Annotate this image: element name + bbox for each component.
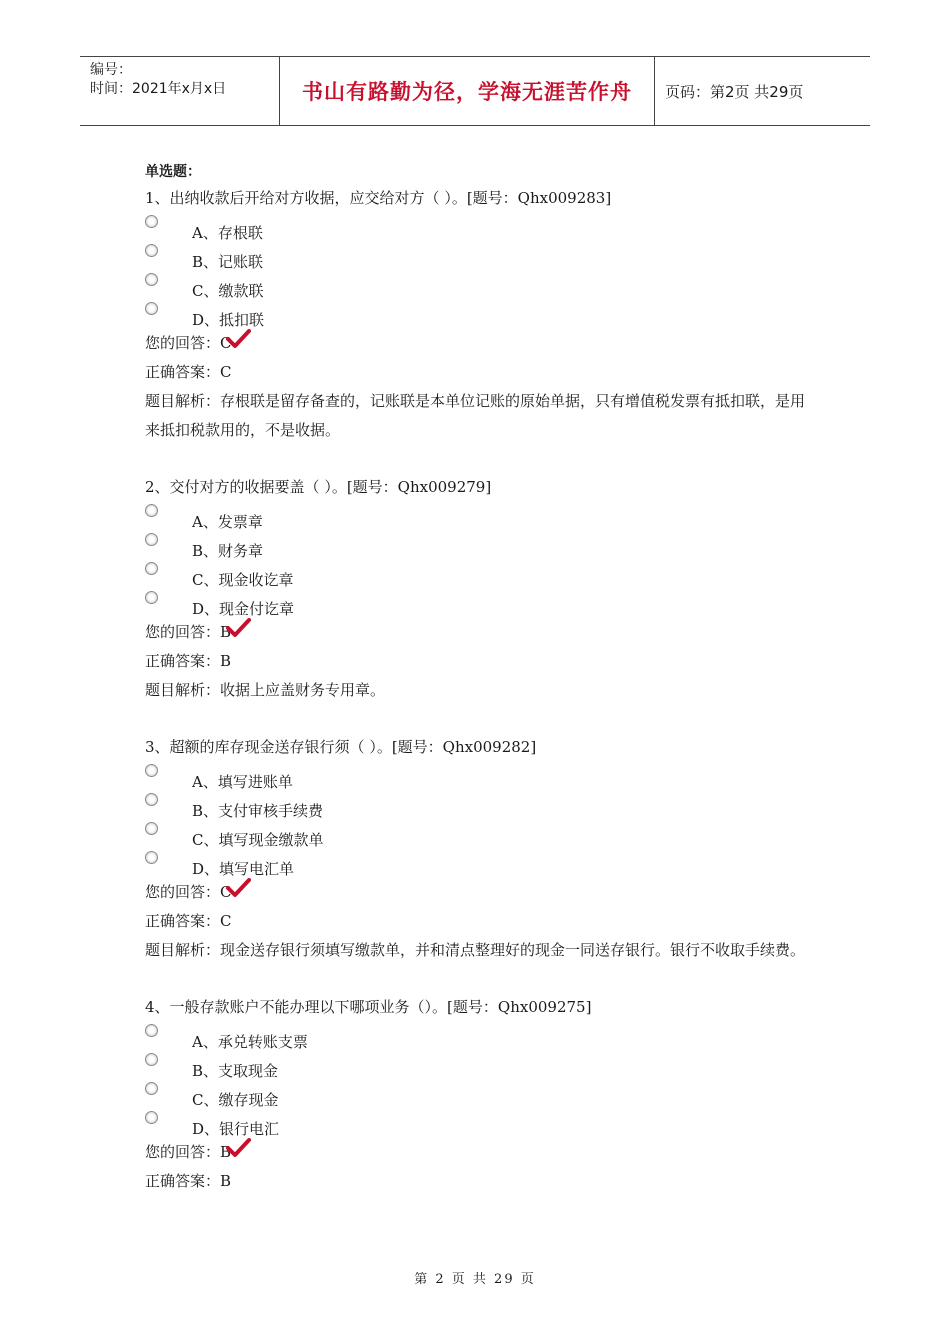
checkmark-icon (225, 1138, 251, 1158)
option-b[interactable] (145, 791, 825, 820)
question-1 (145, 184, 825, 445)
radio-button-icon[interactable] (145, 793, 158, 806)
option-d[interactable] (145, 849, 825, 878)
option-b[interactable] (145, 1051, 825, 1080)
radio-button-icon[interactable] (145, 533, 158, 546)
option-a[interactable] (145, 213, 825, 242)
your-answer-text: 您的回答：C (145, 334, 232, 352)
correct-answer-text: 正确答案：C (145, 363, 232, 381)
option-label: D、填写电汇单 (192, 860, 295, 878)
explanation-text: 题目解析：收据上应盖财务专用章。 (145, 681, 386, 699)
option-label: C、缴存现金 (192, 1091, 279, 1109)
time-label: 时间：2021年x月x日 (90, 81, 227, 97)
option-label: B、财务章 (192, 542, 264, 560)
question-stem: 1、出纳收款后开给对方收据，应交给对方（ ）。[题号：Qhx009283] (145, 189, 612, 207)
option-c[interactable] (145, 560, 825, 589)
radio-button-icon[interactable] (145, 302, 158, 315)
radio-button-icon[interactable] (145, 851, 158, 864)
option-c[interactable] (145, 271, 825, 300)
radio-button-icon[interactable] (145, 1024, 158, 1037)
header-motto: 书山有路勤为径，学海无涯苦作舟 (280, 57, 655, 125)
option-c[interactable] (145, 1080, 825, 1109)
option-d[interactable] (145, 589, 825, 618)
explanation-text: 题目解析：存根联是留存备查的，记账联是本单位记账的原始单据，只有增值税发票有抵扣联，是用来抵扣税款用的，不是收据。 (145, 392, 806, 439)
your-answer-row (145, 1138, 825, 1167)
radio-button-icon[interactable] (145, 1053, 158, 1066)
your-answer-row (145, 618, 825, 647)
your-answer-text: 您的回答：B (145, 623, 232, 641)
radio-button-icon[interactable] (145, 764, 158, 777)
option-label: B、记账联 (192, 253, 264, 271)
option-label: C、现金收讫章 (192, 571, 294, 589)
option-c[interactable] (145, 820, 825, 849)
option-label: D、现金付讫章 (192, 600, 295, 618)
question-stem: 3、超额的库存现金送存银行须（ ）。[题号：Qhx009282] (145, 738, 537, 756)
radio-button-icon[interactable] (145, 504, 158, 517)
option-label: A、存根联 (192, 224, 263, 242)
your-answer-row (145, 329, 825, 358)
page-header (80, 56, 870, 126)
option-d[interactable] (145, 300, 825, 329)
radio-button-icon[interactable] (145, 591, 158, 604)
option-label: A、承兑转账支票 (192, 1033, 308, 1051)
question-stem: 4、一般存款账户不能办理以下哪项业务（）。[题号：Qhx009275] (145, 998, 592, 1016)
radio-button-icon[interactable] (145, 215, 158, 228)
radio-button-icon[interactable] (145, 273, 158, 286)
option-a[interactable] (145, 762, 825, 791)
option-b[interactable] (145, 531, 825, 560)
radio-button-icon[interactable] (145, 1082, 158, 1095)
option-label: B、支取现金 (192, 1062, 279, 1080)
header-page-label: 页码：第2页 共29页 (665, 82, 804, 101)
option-d[interactable] (145, 1109, 825, 1138)
option-a[interactable] (145, 1022, 825, 1051)
option-label: D、抵扣联 (192, 311, 265, 329)
your-answer-row (145, 878, 825, 907)
correct-answer-text: 正确答案：C (145, 912, 232, 930)
radio-button-icon[interactable] (145, 822, 158, 835)
header-meta (80, 57, 280, 125)
number-label: 编号： (90, 62, 132, 78)
option-label: A、发票章 (192, 513, 263, 531)
correct-answer-text: 正确答案：B (145, 1172, 232, 1190)
question-stem: 2、交付对方的收据要盖（ ）。[题号：Qhx009279] (145, 478, 492, 496)
radio-button-icon[interactable] (145, 562, 158, 575)
radio-button-icon[interactable] (145, 1111, 158, 1124)
checkmark-icon (225, 329, 251, 349)
option-label: A、填写进账单 (192, 773, 293, 791)
option-label: C、填写现金缴款单 (192, 831, 324, 849)
radio-button-icon[interactable] (145, 244, 158, 257)
question-4 (145, 993, 825, 1196)
option-b[interactable] (145, 242, 825, 271)
checkmark-icon (225, 878, 251, 898)
question-2 (145, 473, 825, 705)
quiz-content (145, 160, 825, 1196)
page-footer: 第 2 页 共 29 页 (414, 1272, 536, 1287)
question-3 (145, 733, 825, 965)
your-answer-text: 您的回答：B (145, 1143, 232, 1161)
option-label: C、缴款联 (192, 282, 264, 300)
section-title: 单选题： (145, 164, 201, 180)
your-answer-text: 您的回答：C (145, 883, 232, 901)
correct-answer-text: 正确答案：B (145, 652, 232, 670)
option-label: B、支付审核手续费 (192, 802, 324, 820)
explanation-text: 题目解析：现金送存银行须填写缴款单，并和清点整理好的现金一同送存银行。银行不收取手续费。 (145, 941, 806, 959)
option-a[interactable] (145, 502, 825, 531)
option-label: D、银行电汇 (192, 1120, 280, 1138)
checkmark-icon (225, 618, 251, 638)
